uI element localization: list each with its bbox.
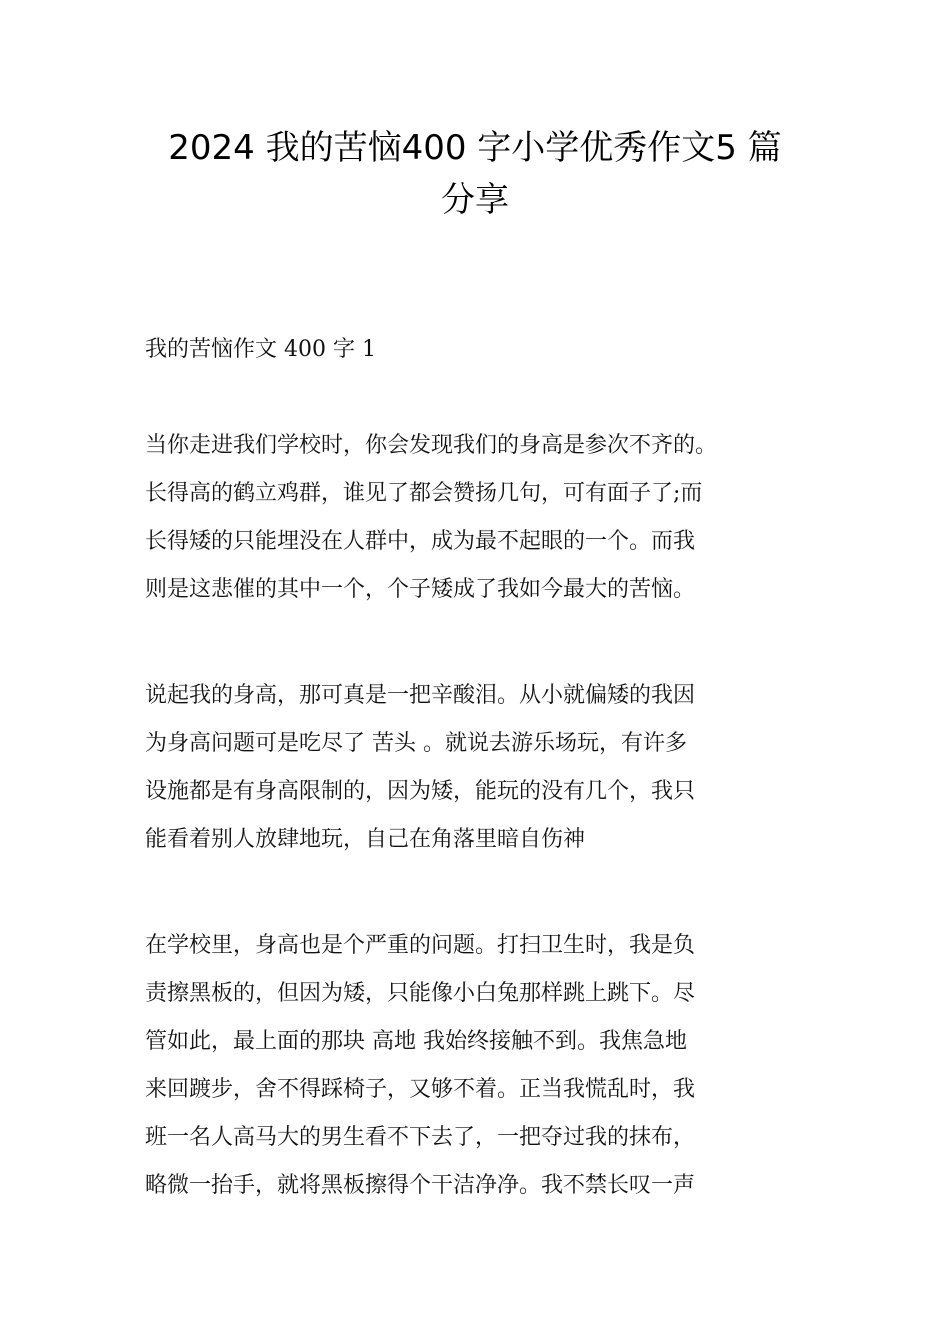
paragraph-line: 说起我的身高，那可真是一把辛酸泪。从小就偏矮的我因 [145, 683, 696, 708]
title-line: 分享 [441, 180, 509, 220]
paragraph-line: 为身高问题可是吃尽了 苦头 。就说去游乐场玩，有许多 [145, 731, 687, 756]
paragraph-line: 能看着别人放肆地玩，自己在角落里暗自伤神 [145, 827, 586, 852]
paragraph-line: 管如此，最上面的那块 高地 我始终接触不到。我焦急地 [145, 1029, 687, 1054]
paragraph-line: 班一名人高马大的男生看不下去了，一把夺过我的抹布， [145, 1125, 696, 1150]
paragraph-line: 当你走进我们学校时，你会发现我们的身高是参次不齐的。 [145, 433, 718, 458]
paragraph [145, 922, 835, 1210]
paragraph-line: 责擦黑板的，但因为矮，只能像小白兔那样跳上跳下。尽 [145, 981, 696, 1006]
section-heading: 我的苦恼作文 400 字 1 [145, 337, 376, 362]
paragraph-line: 则是这悲催的其中一个，个子矮成了我如今最大的苦恼。 [145, 577, 696, 602]
paragraph [145, 422, 835, 614]
paragraph [145, 672, 835, 864]
paragraph-line: 略微一抬手，就将黑板擦得个干洁净净。我不禁长叹一声 [145, 1173, 696, 1198]
paragraph-line: 设施都是有身高限制的，因为矮，能玩的没有几个，我只 [145, 779, 696, 804]
paragraph-line: 长得矮的只能埋没在人群中，成为最不起眼的一个。而我 [145, 529, 696, 554]
title-line: 2024 我的苦恼400 字小学优秀作文5 篇 [168, 128, 782, 168]
paragraph-line: 在学校里，身高也是个严重的问题。打扫卫生时，我是负 [145, 933, 696, 958]
paragraph-line: 来回踱步，舍不得踩椅子，又够不着。正当我慌乱时，我 [145, 1077, 696, 1102]
document-title [120, 122, 830, 226]
paragraph-line: 长得高的鹤立鸡群，谁见了都会赞扬几句，可有面子了;而 [145, 481, 703, 506]
